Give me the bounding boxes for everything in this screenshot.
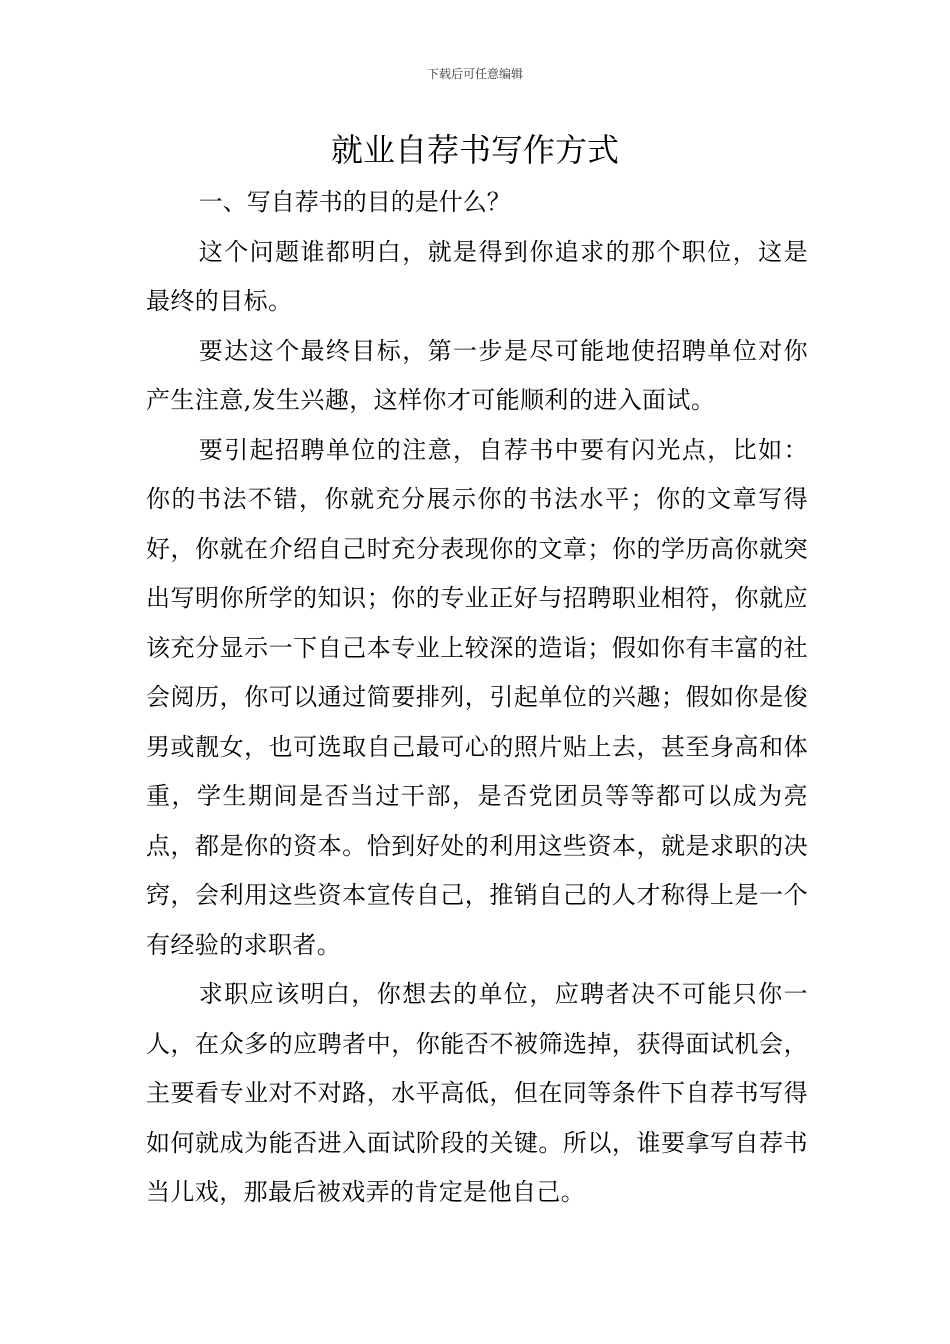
document-title: 就业自荐书写作方式 xyxy=(330,131,619,169)
paragraph-4: 求职应该明白，你想去的单位，应聘者决不可能只你一人，在众多的应聘者中，你能否不被筛选掉，获得面试机会，主要看专业对不对路，水平高低，但在同等条件下自荐书写得如何就成为能否进入面试阶段的关键。所以，谁要拿写自荐书当儿戏，那最后被戏弄的肯定是他自己。 xyxy=(146,980,808,1206)
document-body xyxy=(146,178,808,1218)
section-heading: 一、写自荐书的目的是什么？ xyxy=(198,188,511,216)
paragraph-1: 这个问题谁都明白，就是得到你追求的那个职位，这是最终的目标。 xyxy=(146,237,808,315)
paragraph-2: 要达这个最终目标，第一步是尽可能地使招聘单位对你产生注意,发生兴趣，这样你才可能顺利的进入面试。 xyxy=(146,336,808,414)
header-note: 下载后可任意编辑 xyxy=(426,67,523,81)
paragraph-3: 要引起招聘单位的注意，自荐书中要有闪光点，比如：你的书法不错，你就充分展示你的书法水平；你的文章写得好，你就在介绍自己时充分表现你的文章；你的学历高你就突出写明你所学的知识；你的专业正好与招聘职业相符，你就应该充分显示一下自己本专业上较深的造诣；假如你有丰富的社会阅历，你可以通过简要排列，引起单位的兴趣；假如你是俊男或靓女，也可选取自己最可心的照片贴上去，甚至身高和体重，学生期间是否当过干部，是否党团员等等都可以成为亮点，都是你的资本。恰到好处的利用这些资本，就是求职的决窍，会利用这些资本宣传自己，推销自己的人才称得上是一个有经验的求职者。 xyxy=(146,435,808,959)
